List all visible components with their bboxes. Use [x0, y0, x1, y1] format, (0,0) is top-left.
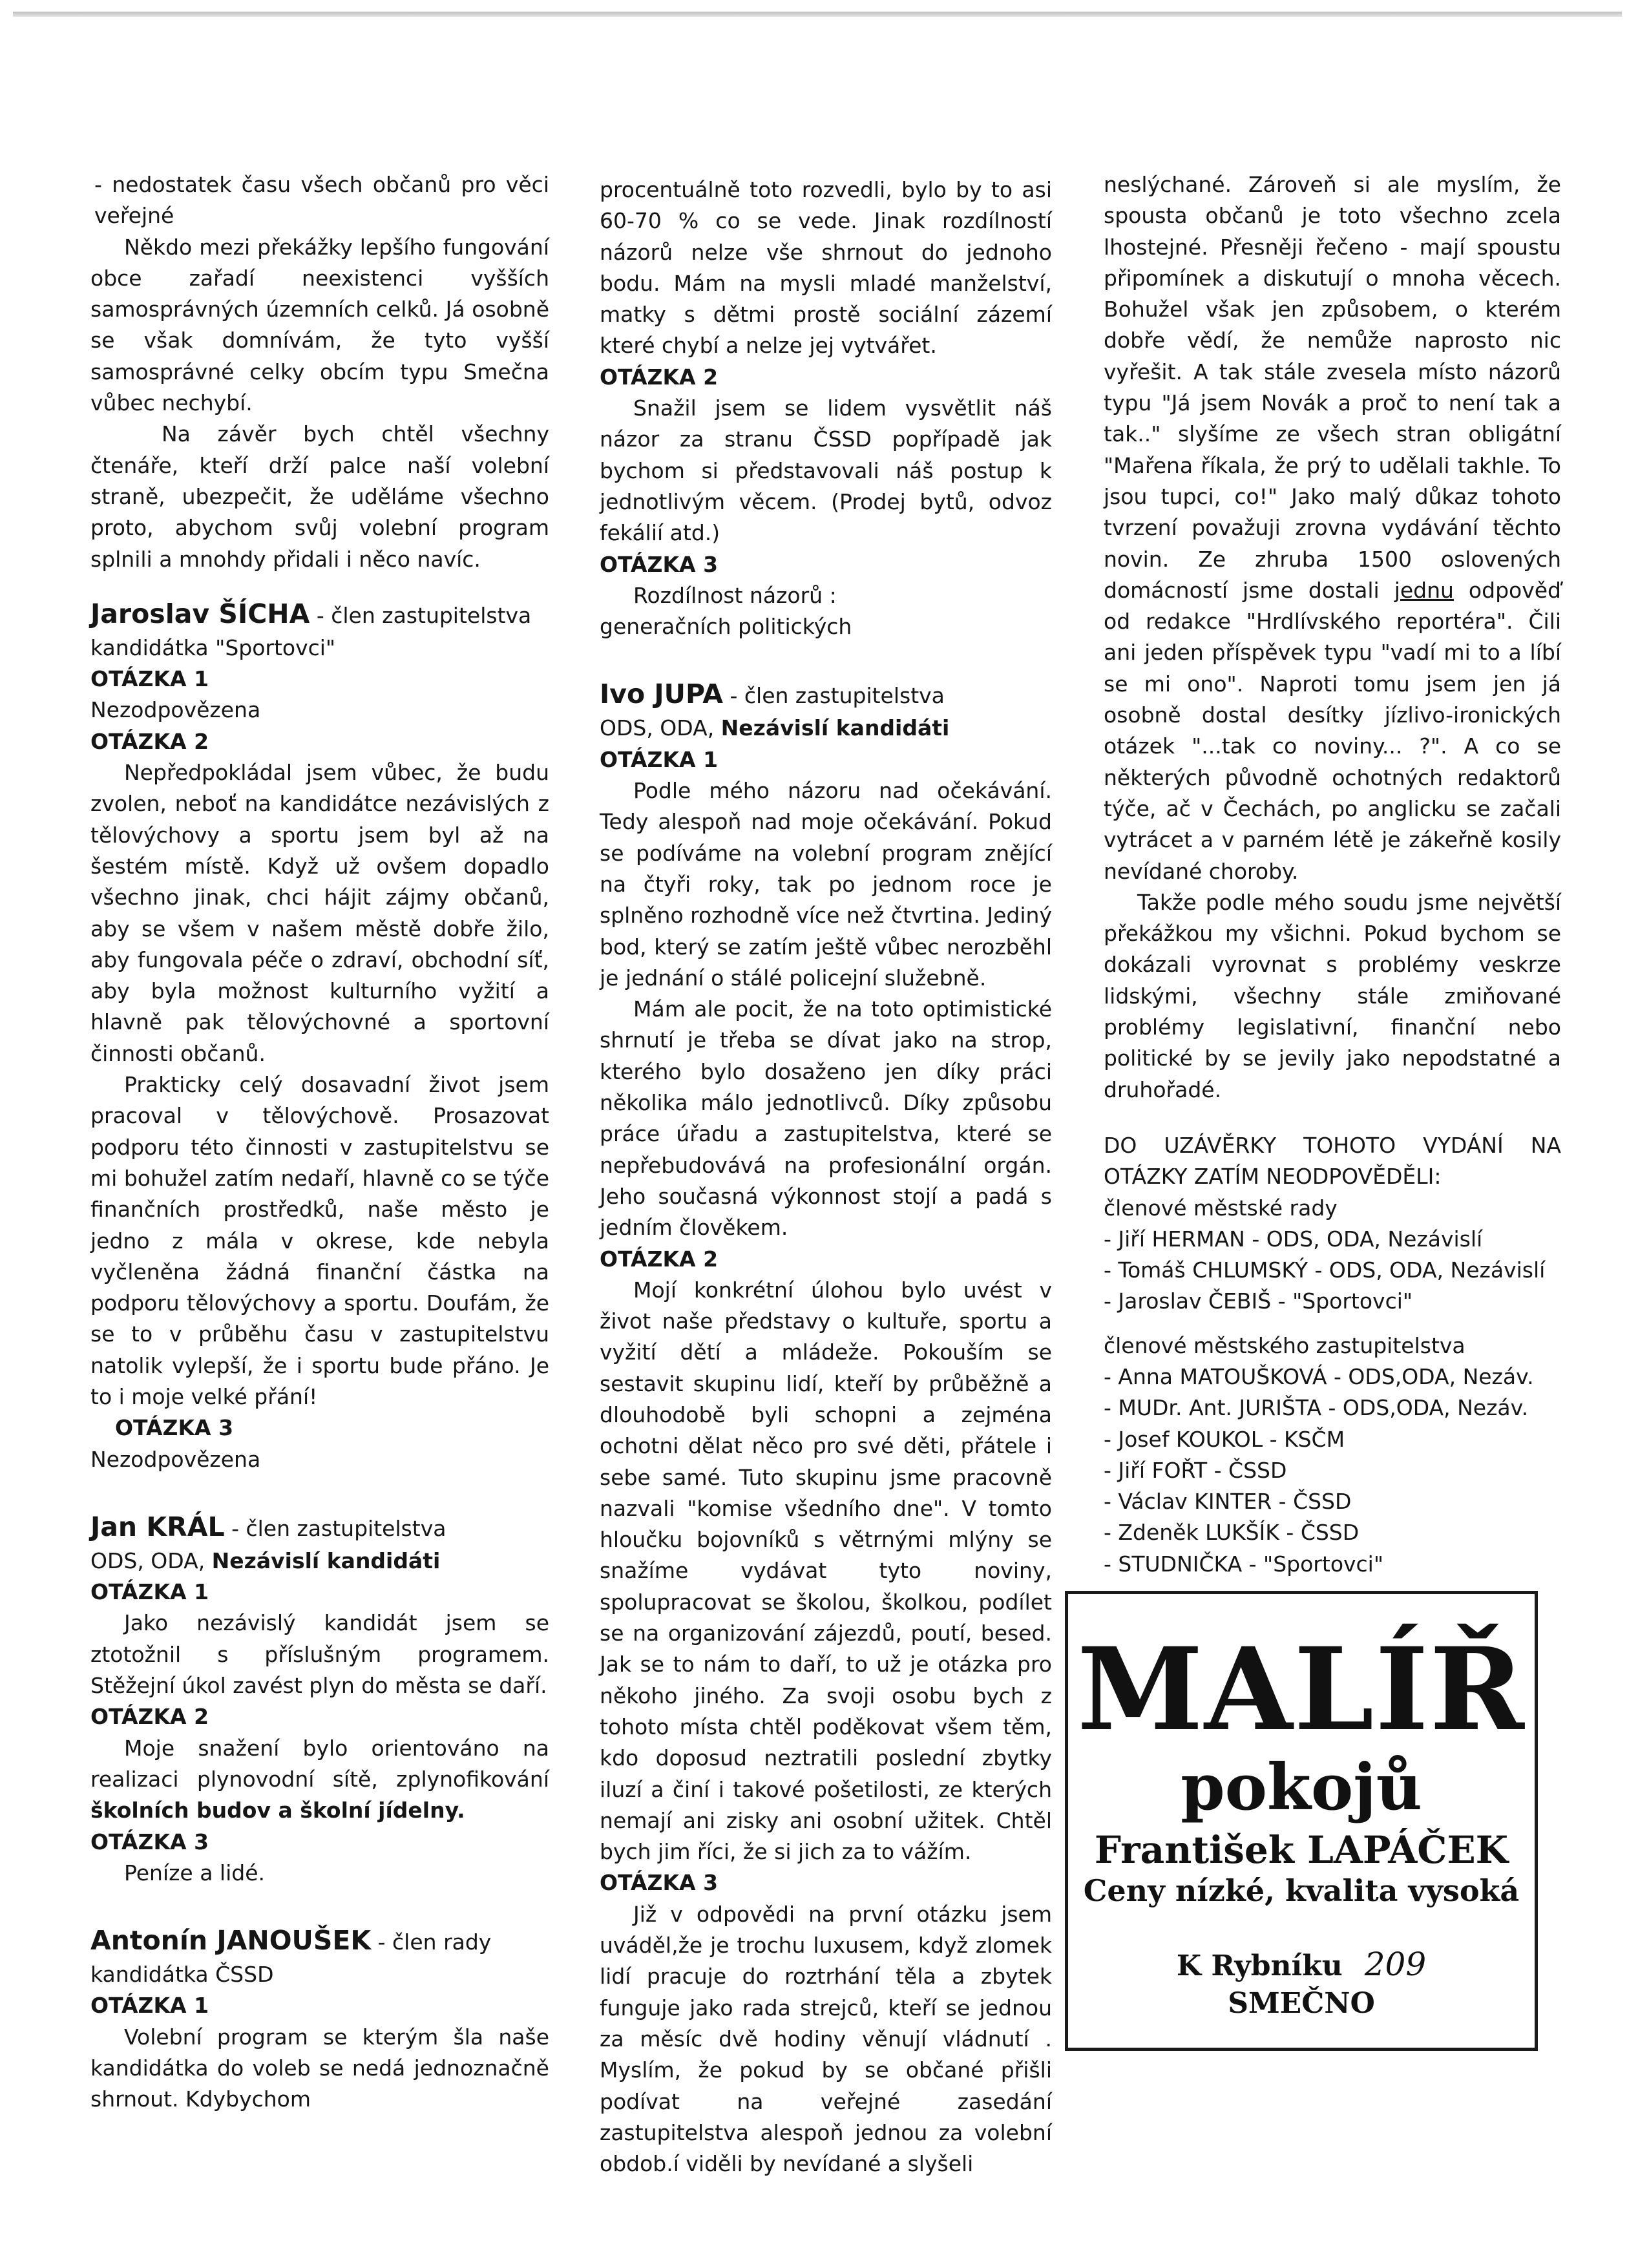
question-label: OTÁZKA 1 — [90, 1993, 209, 2019]
column-2 — [600, 174, 1052, 2179]
answer — [90, 1733, 549, 1827]
respondent-role: - člen zastupitelstva — [224, 1515, 446, 1541]
respondent-name: Ivo JUPA — [600, 678, 723, 710]
party-bold-text: Nezávislí kandidáti — [720, 715, 950, 741]
column-3 — [1104, 169, 1561, 1580]
paragraph-text: neslýchané. Zároveň si ale myslím, že spousta občanů je toto všechno zcela lhostejné. Přesněji řečeno - mají spoustu připomínek a diskutují o mnoha věcech. Bohužel však jen způsobem, o kterém dobře vědí, že nemůže naprosto nic vyřešit. A tak stále zvesela místo názorů typu "Já jsem Novák a proč to není tak a tak.." slyšíme ze všech stran obligátní "Mařena říkala, že prý to udělali takhle. To jsou tupci, co!" Jako malý důkaz tohoto tvrzení považuji zrovna vydávání těchto novin. Ze zhruba 1500 oslovených domácností jsme dostali — [1104, 172, 1561, 603]
respondent-heading-jupa — [600, 677, 1052, 713]
ad-name: František LAPÁČEK — [1094, 1828, 1509, 1872]
respondent-party — [90, 1546, 549, 1577]
ad-title: MALÍŘ — [1077, 1622, 1526, 1756]
question-label: OTÁZKA 2 — [600, 364, 719, 390]
question-label: OTÁZKA 3 — [600, 551, 719, 577]
unanswered-heading: DO UZÁVĚRKY TOHOTO VYDÁNÍ NA OTÁZKY ZATÍM NEODPOVĚDĚLI: — [1104, 1132, 1561, 1190]
respondent-role: - člen rady — [371, 1929, 492, 1955]
ad-town: SMEČNO — [1228, 1987, 1375, 2020]
list-item: - Jiří FOŘT - ČSSD — [1104, 1457, 1287, 1483]
paragraph: - nedostatek času všech občanů pro věci veřejné — [94, 172, 549, 229]
council-label: členové městské rady — [1104, 1195, 1338, 1221]
assembly-list — [1104, 1361, 1561, 1580]
respondent-party: kandidátka ČSSD — [90, 1962, 274, 1988]
question-label: OTÁZKA 2 — [600, 1246, 719, 1272]
question-label: OTÁZKA 3 — [90, 1829, 209, 1854]
question-label: OTÁZKA 2 — [90, 1704, 209, 1730]
respondent-name: Jaroslav ŠÍCHA — [90, 598, 310, 629]
paragraph — [1104, 169, 1561, 887]
paragraph: Někdo mezi překážky lepšího fungování obce zařadí neexistenci vyšších samosprávných územních celků. Já osobně se však domnívám, že tyto vyšší samosprávné celky obcím typu Smečna vůbec nechybí. — [90, 234, 549, 416]
party-text: ODS, ODA, — [90, 1548, 212, 1573]
respondent-heading-janousek — [90, 1924, 549, 1959]
respondent-heading-kral — [90, 1510, 549, 1546]
answer: Již v odpovědi na první otázku jsem uváděl,že je trochu luxusem, když zlomek lidí pracuje do roztrhání těla a zbytek funguje jako rada strejců, kteří se jednou za měsíc dvě hodiny věnují vládnutí . Myslím, že pokud by se občané přišli podívat na veřejné zasedání zastupitelstva alespoň jednou za volební obdob.í viděli by nevídané a slyšeli — [600, 1901, 1052, 2177]
handwritten-house-number: 209 — [1364, 1946, 1427, 1983]
respondent-name: Jan KRÁL — [90, 1511, 225, 1542]
underlined-word: jednu — [1394, 577, 1454, 603]
answer: Rozdílnost názorů : generačních politických — [600, 582, 852, 640]
list-item: - Jiří HERMAN - ODS, ODA, Nezávislí — [1104, 1226, 1483, 1252]
answer: Jako nezávislý kandidát jsem se ztotožnil s příslušným programem. Stěžejní úkol zavést plyn do města se daří. — [90, 1610, 549, 1699]
question-label: OTÁZKA 1 — [600, 746, 719, 772]
list-item: - MUDr. Ant. JURIŠTA - ODS,ODA, Nezáv. — [1104, 1395, 1529, 1421]
list-item: - Anna MATOUŠKOVÁ - ODS,ODA, Nezáv. — [1104, 1363, 1534, 1389]
street-text: K Rybníku — [1176, 1949, 1343, 1982]
question-label: OTÁZKA 3 — [600, 1870, 719, 1896]
paragraph: Takže podle mého soudu jsme největší překážkou my všichni. Pokud bychom se dokázali vyrovnat s problémy veskrze lidskými, všechny stále zmiňované problémy legislativní, finanční nebo politické by se jevily jako nepodstatné a druhořadé. — [1104, 889, 1561, 1102]
ad-slogan: Ceny nízké, kvalita vysoká — [1083, 1873, 1520, 1908]
ad-address-street — [1068, 1946, 1535, 1985]
painter-advertisement — [1065, 1591, 1538, 2051]
paragraph-text: odpověď od redakce "Hrdlívského reportéra". Čili ani jeden příspěvek typu "vadí mi to a líbí se mi ono". Naproti tomu jsem jen já osobně dostal desítky jízlivo-ironických otázek "...tak co noviny... ?". A co se některých původně ochotných redaktorů týče, ač v Čechách, po anglicku se začali vytrácet a v parném létě je zákeřně kosily nevídané choroby. — [1104, 577, 1561, 884]
paragraph: procentuálně toto rozvedli, bylo by to asi 60-70 % co se vede. Jinak rozdílností názorů nelze vše shrnout do jednoho bodu. Mám na mysli mladé manželství, matky s dětmi prostě sociální zázemí které chybí a nelze jej vytvářet. — [600, 177, 1052, 359]
respondent-role: - člen zastupitelstva — [723, 683, 945, 709]
party-bold-text: Nezávislí kandidáti — [211, 1548, 441, 1573]
ad-subtitle: pokojů — [1181, 1750, 1422, 1825]
answer: Podle mého názoru nad očekávání. Tedy alespoň nad moje očekávání. Pokud se podíváme na volební program znějící na čtyři roky, tak po jednom roce je splněno rozhodně více než čtvrtina. Jediný bod, který se zatím ještě vůbec nerozběhl je jednání o stálé policejní služebně. — [600, 778, 1052, 991]
list-item: - Josef KOUKOL - KSČM — [1104, 1426, 1345, 1452]
respondent-name: Antonín JANOUŠEK — [90, 1925, 372, 1957]
answer: Mám ale pocit, že na toto optimistické shrnutí je třeba se dívat jako na strop, kterého bylo dosaženo jen díky práci několika málo jednotlivců. Díky způsobu práce úřadu a zastupitelstva, které se nepřebudovává na profesionální orgán. Jeho současná výkonnost stojí a padá s jedním člověkem. — [600, 996, 1052, 1241]
list-item: - STUDNIČKA - "Sportovci" — [1104, 1551, 1384, 1577]
question-label: OTÁZKA 1 — [90, 1579, 209, 1605]
answer: Nepředpokládal jsem vůbec, že budu zvolen, neboť na kandidátce nezávislých z tělovýchovy a sportu jsem byl až na šestém místě. Když už ovšem dopadlo všechno jinak, chci hájit zájmy občanů, aby se všem v našem městě dobře žilo, aby fungovala péče o zdraví, obchodní síť, aby byla možnost kulturního vyžití a hlavně pak tělovýchovné a sportovní činnosti občanů. — [90, 760, 549, 1066]
respondent-role: - člen zastupitelstva — [310, 602, 532, 628]
answer: Nezodpovězena — [90, 697, 261, 723]
question-label: OTÁZKA 3 — [115, 1415, 234, 1441]
assembly-label: členové městského zastupitelstva — [1104, 1332, 1465, 1358]
answer-text: Moje snažení bylo orientováno na realizaci plynovodní sítě, zplynofikování — [90, 1735, 549, 1792]
list-item: - Václav KINTER - ČSSD — [1104, 1489, 1352, 1515]
answer: Snažil jsem se lidem vysvětlit náš názor za stranu ČSSD popřípadě jak bychom si představovali náš postup k jednotlivým věcem. (Prodej bytů, odvoz fekálií atd.) — [600, 395, 1052, 546]
list-item: - Tomáš CHLUMSKÝ - ODS, ODA, Nezávislí — [1104, 1257, 1546, 1283]
list-item: - Jaroslav ČEBIŠ - "Sportovci" — [1104, 1288, 1413, 1314]
respondent-heading-sicha — [90, 597, 549, 633]
column-1 — [90, 169, 549, 2116]
council-list — [1104, 1224, 1561, 1318]
answer: Peníze a lidé. — [124, 1860, 266, 1885]
answer: Nezodpovězena — [90, 1446, 261, 1472]
answer: Volební program se kterým šla naše kandidátka do voleb se nedá jednoznačně shrnout. Kdybychom — [90, 2024, 549, 2112]
answer: Mojí konkrétní úlohou bylo uvést v život naše představy o kultuře, sportu a vyžití dětí a mládeže. Pokouším se sestavit skupinu lidí, kteří by průběžně a dlouhodobě byli schopni a zejména ochotni dělat něco pro své děti, přátele i sebe samé. Tuto skupinu jsme pracovně nazvali "komise všedního dne". V tomto hloučku bojovníků s větrnými mlýny se snažíme vydávat tyto noviny, spolupracovat se školou, školkou, podílet se na organizování zájezdů, poutí, besed. Jak se to nám to daří, to už je otázka pro někoho jiného. Za svoji osobu bych z tohoto místa chtěl poděkovat všem těm, kdo doposud neztratili poslední zbytky iluzí a činí i takové pošetilosti, ze kterých nemají ani zisky ani osobní užitek. Chtěl bych jim říci, že si jich za to vážím. — [600, 1277, 1052, 1865]
question-label: OTÁZKA 2 — [90, 728, 209, 754]
respondent-party — [600, 713, 1052, 744]
scan-top-edge — [13, 12, 1622, 17]
answer: Prakticky celý dosavadní život jsem pracoval v tělovýchově. Prosazovat podporu této činnosti v zastupitelstvu se mi bohužel zatím nedaří, hlavně co se týče finančních prostředků, naše město je jedno z mála v okrese, kde nebyla vyčleněna žádná finanční částka na podporu tělovýchovy a sportu. Doufám, že se to v průběhu času v zastupitelstvu natolik vylepší, že i sportu bude přáno. Je to i moje velké přání! — [90, 1072, 549, 1409]
list-item: - Zdeněk LUKŠÍK - ČSSD — [1104, 1520, 1360, 1546]
party-text: ODS, ODA, — [600, 715, 721, 741]
paragraph: Na závěr bych chtěl všechny čtenáře, kteří drží palce naší volební straně, ubezpečit, že uděláme všechno proto, abychom svůj volební program splnili a mnohdy přidali i něco navíc. — [90, 421, 549, 572]
question-label: OTÁZKA 1 — [90, 666, 209, 692]
respondent-party: kandidátka "Sportovci" — [90, 635, 336, 660]
answer-bold-text: školních budov a školní jídelny. — [90, 1798, 465, 1823]
